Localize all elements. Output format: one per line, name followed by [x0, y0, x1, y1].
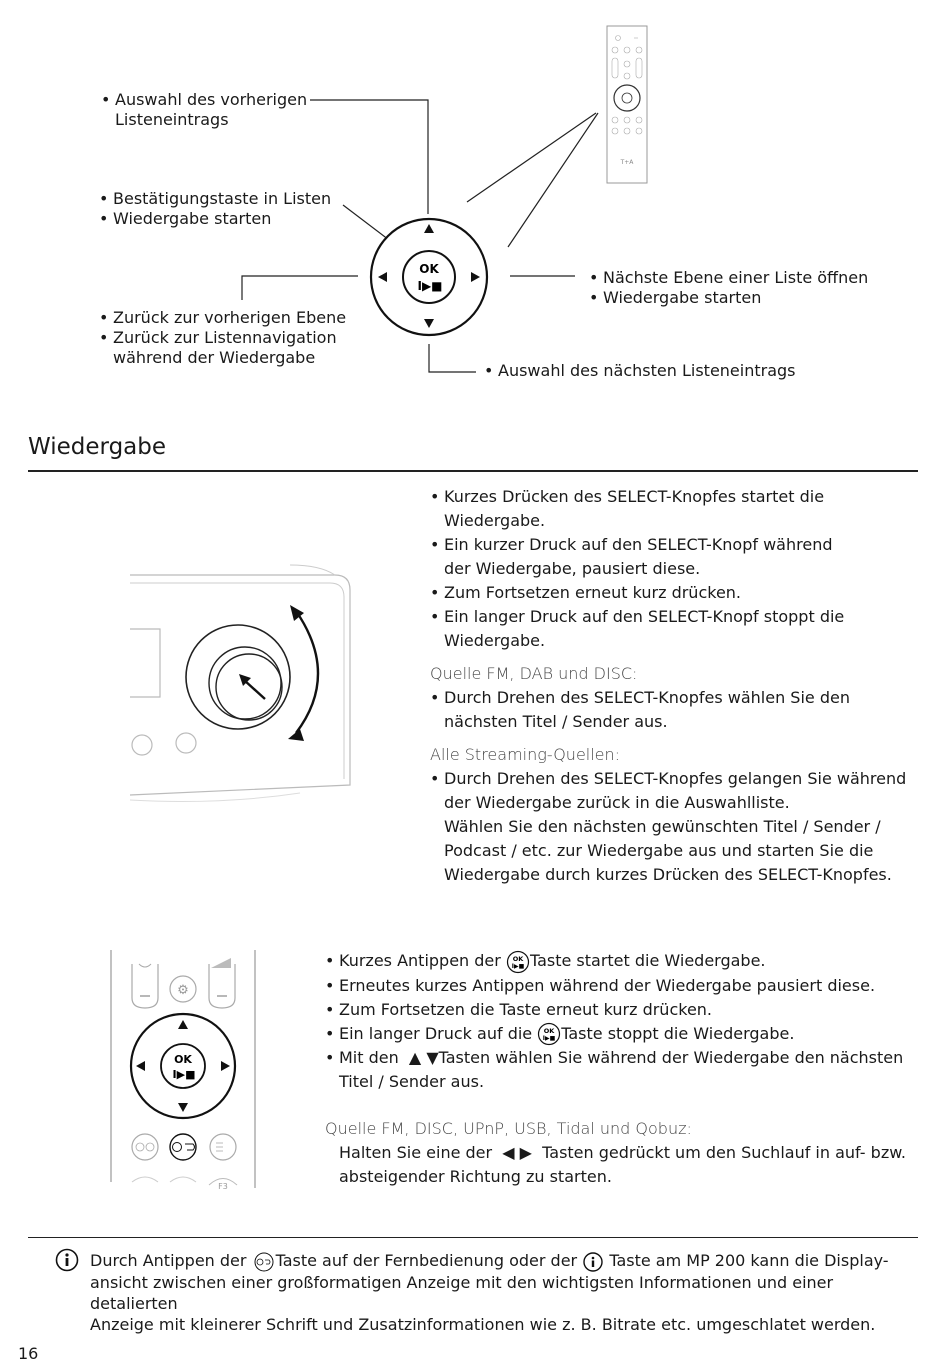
section-divider: [28, 470, 918, 472]
remote-bullet-3: • Zum Fortsetzen die Taste erneut kurz drücken.: [325, 998, 925, 1022]
remote-closeup-illustration: [105, 950, 265, 1190]
svg-text:I▶■: I▶■: [511, 962, 525, 970]
device-bullet-2: • Ein kurzer Druck auf den SELECT-Knopf während der Wiedergabe, pausiert diese.: [430, 533, 920, 581]
label-next-entry: [484, 361, 796, 381]
ok-label: OK: [419, 262, 439, 276]
info-key-icon: [582, 1252, 604, 1272]
remote-instructions: [325, 949, 925, 1189]
device-instructions: [430, 485, 920, 887]
remote-bullet-2: • Erneutes kurzes Antippen während der Wiedergabe pausiert diese.: [325, 974, 925, 998]
play-stop-label: I▶■: [417, 279, 443, 293]
label-next-level-line1: • Nächste Ebene einer Liste öffnen: [589, 268, 868, 288]
label-confirm: [99, 189, 331, 229]
info-back-key-icon: [252, 1252, 276, 1272]
label-back: [99, 308, 346, 368]
remote-ok-label: OK: [174, 1053, 192, 1066]
device-select-knob-illustration: [100, 555, 360, 805]
label-next-level-line2: • Wiedergabe starten: [589, 288, 868, 308]
device-bullet-4: • Ein langer Druck auf den SELECT-Knopf stoppt die Wiedergabe.: [430, 605, 920, 653]
zoom-line-1: [467, 113, 596, 202]
gear-icon: ⚙: [177, 983, 189, 998]
left-right-arrows-icon: ◀ ▶: [502, 1143, 532, 1162]
remote-play-stop-label: I▶■: [172, 1068, 196, 1081]
label-back-line3: während der Wiedergabe: [113, 348, 316, 367]
info-note-icon: [55, 1248, 79, 1272]
label-prev-entry-line2: Listeneintrags: [115, 110, 229, 129]
device-bullet-1: • Kurzes Drücken des SELECT-Knopfes startet die Wiedergabe.: [430, 485, 920, 533]
note-text: Durch Antippen der Taste auf der Fernbedienung oder der Taste am MP 200 kann die Display- ansicht zwischen einer großformatigen Anzeige mit den wichtigsten Informationen und einer detalierten Anzeige mit kleinerer Schrift und Zusatzinformationen wie z. B. Bitrate etc. umgeschlatet werden.: [90, 1251, 889, 1334]
label-prev-entry: [101, 90, 307, 130]
up-down-arrows-icon: ▲ ▼: [408, 1048, 439, 1067]
ok-play-button-icon: [506, 950, 530, 974]
remote-brand-logo: T+A: [620, 159, 634, 166]
info-back-button-icon: [170, 1134, 196, 1160]
label-next-level: [589, 268, 868, 308]
label-next-entry-line1: • Auswahl des nächsten Listeneintrags: [484, 361, 796, 381]
device-bullet-3: • Zum Fortsetzen erneut kurz drücken.: [430, 581, 920, 605]
svg-text:OK: OK: [512, 954, 524, 963]
section-title: Wiedergabe: [28, 434, 167, 460]
note-divider: [28, 1237, 918, 1238]
label-back-line1: • Zurück zur vorherigen Ebene: [99, 308, 346, 328]
label-confirm-line2: • Wiedergabe starten: [99, 209, 331, 229]
rotate-arrow-icon: [296, 611, 318, 733]
label-confirm-line1: • Bestätigungstaste in Listen: [99, 189, 331, 209]
remote-bullet-4: • Ein langer Druck auf die OK I▶■ Taste stoppt die Wiedergabe.: [325, 1022, 925, 1047]
zoom-line-2: [508, 113, 598, 247]
remote-thumbnail: [607, 26, 647, 183]
page-number: 16: [18, 1344, 39, 1363]
remote-bullet-5: • Mit den ▲ ▼Tasten wählen Sie während der Wiedergabe den nächsten Titel / Sender aus.: [325, 1046, 925, 1094]
remote-source-title: Quelle FM, DISC, UPnP, USB, Tidal und Qobuz:: [325, 1119, 692, 1138]
f3-button-label: F3: [218, 1182, 228, 1190]
nav-pad: [371, 219, 487, 335]
connector-back: [242, 276, 358, 300]
device-source1-title: Quelle FM, DAB und DISC:: [430, 664, 638, 683]
svg-text:I▶■: I▶■: [542, 1035, 556, 1042]
remote-bullet-1: • Kurzes Antippen der OK I▶■ Taste startet die Wiedergabe.: [325, 949, 925, 974]
label-back-line2: • Zurück zur Listennavigation: [99, 328, 346, 348]
remote-source-text: Halten Sie eine der ◀ ▶ Tasten gedrückt um den Suchlauf in auf- bzw. absteigender Richtung zu starten.: [339, 1143, 906, 1186]
svg-text:OK: OK: [543, 1027, 555, 1035]
connector-down: [429, 344, 476, 372]
ok-stop-button-icon: [537, 1022, 561, 1046]
device-source2-title: Alle Streaming-Quellen:: [430, 745, 621, 764]
device-source2-bullet: • Durch Drehen des SELECT-Knopfes gelangen Sie während der Wiedergabe zurück in die Auswahlliste. Wählen Sie den nächsten gewünschten Titel / Sender / Podcast / etc. zur Wiedergabe aus und starten Sie die Wiedergabe durch kurzes Drücken des SELECT-Knopfes.: [430, 767, 920, 887]
label-prev-entry-line1: • Auswahl des vorherigen: [101, 90, 307, 110]
device-source1-bullet: • Durch Drehen des SELECT-Knopfes wählen Sie den nächsten Titel / Sender aus.: [430, 686, 920, 734]
